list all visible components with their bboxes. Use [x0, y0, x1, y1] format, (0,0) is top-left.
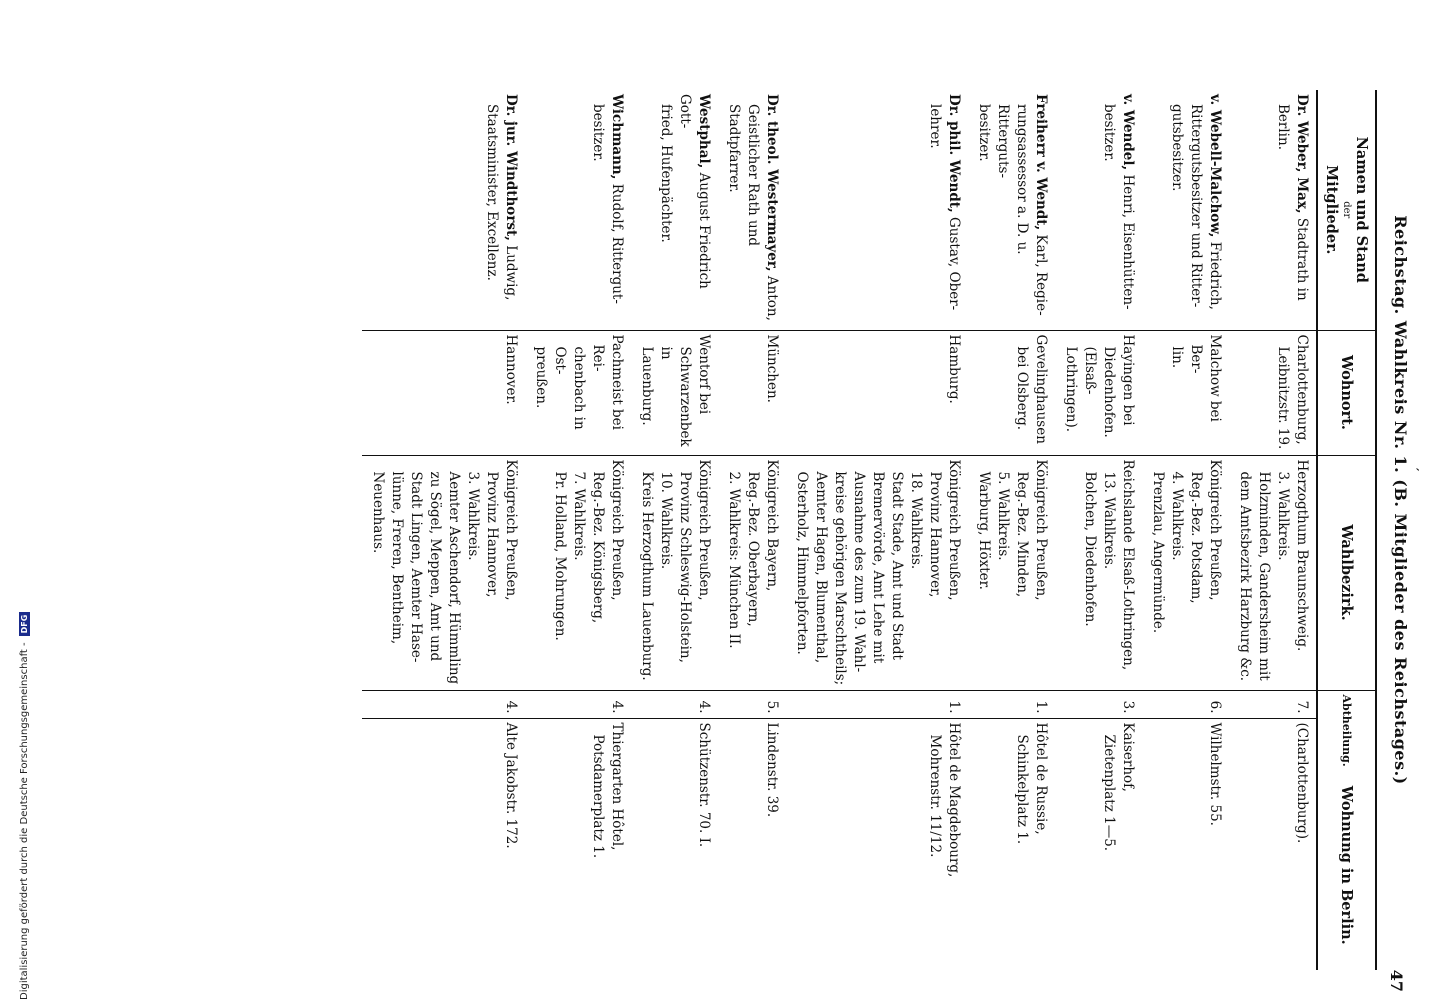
- berlin-address-line: Schinkelplatz 1.: [1014, 734, 1030, 845]
- member-surname: Dr. phil. Wendt,: [946, 94, 962, 213]
- district-line: 3. Wahlkreis.: [465, 471, 481, 561]
- district-line: 18. Wahlkreis.: [908, 471, 924, 570]
- district-line: Aemter Hagen, Blumenthal,: [813, 471, 829, 664]
- berlin-address-cell: [1229, 718, 1317, 970]
- member-occupation: besitzer.: [590, 104, 606, 162]
- member-surname: v. Webell-Malchow,: [1207, 94, 1223, 238]
- berlin-address-line: (Charlottenburg).: [1294, 722, 1310, 844]
- section-number: 4.: [362, 690, 525, 718]
- district-line: Bolchen, Diedenhofen.: [1082, 471, 1098, 627]
- district-line: dem Amtsbezirk Harzburg &c.: [1237, 471, 1253, 682]
- berlin-address-line: Thiergarten Hôtel,: [609, 722, 625, 851]
- header-name: Namen und Stand der Mitglieder.: [1317, 90, 1376, 330]
- member-name-cell: [525, 90, 631, 330]
- district-line: Reg.-Bez. Königsberg,: [590, 471, 606, 624]
- residence-cell: [525, 330, 631, 455]
- berlin-address-line: Mohrenstr. 11/12.: [927, 734, 943, 858]
- district-cell: [968, 455, 1055, 690]
- section-number: 5.: [718, 690, 786, 718]
- district-line: Bremervörde, Amt Lehe mit: [870, 471, 886, 664]
- district-line: Reg.-Bez. Minden,: [1014, 471, 1030, 598]
- member-occupation: fried, Hufenpächter.: [658, 104, 674, 243]
- table-row: [1229, 90, 1317, 970]
- member-name-cell: [1142, 90, 1229, 330]
- member-occupation: besitzer.: [976, 104, 992, 162]
- district-line: Neuenhaus.: [370, 471, 386, 554]
- member-occupation: Berlin.: [1275, 104, 1291, 150]
- district-line: zu Sögel, Meppen, Amt und: [427, 471, 443, 662]
- berlin-address-cell: [525, 718, 631, 970]
- residence-line: Leibnitzstr. 19.: [1275, 346, 1291, 450]
- district-line: Reg.-Bez. Potsdam,: [1188, 471, 1204, 604]
- district-line: Ausnahme des zum 19. Wahl-: [851, 471, 867, 673]
- member-surname: Westphal,: [696, 94, 712, 169]
- district-line: Aemter Aschendorf, Hümmling: [446, 471, 462, 685]
- district-line: Königreich Preußen,: [609, 459, 625, 601]
- district-line: Königreich Preußen,: [503, 459, 519, 601]
- member-name-cell: [1055, 90, 1142, 330]
- member-given: Stadtrath in: [1294, 213, 1310, 301]
- district-line: Königreich Preußen,: [1033, 459, 1049, 601]
- district-line: Provinz Schleswig-Holstein,: [677, 471, 693, 663]
- district-line: 5. Wahlkreis.: [995, 471, 1011, 561]
- berlin-address-line: Hôtel de Russie,: [1033, 722, 1049, 835]
- residence-cell: [362, 330, 525, 455]
- berlin-address-cell: [968, 718, 1055, 970]
- district-line: 7. Wahlkreis.: [571, 471, 587, 561]
- district-line: Königreich Preußen,: [946, 459, 962, 601]
- table-row: [718, 90, 786, 970]
- district-line: Osterholz, Himmelpforten.: [794, 471, 810, 655]
- member-given: Karl, Regie-: [1033, 230, 1049, 316]
- residence-line: Diedenhofen.: [1101, 346, 1117, 438]
- berlin-address-line: Hôtel de Magdebourg,: [946, 722, 962, 878]
- berlin-address-line: Kaiserhof,: [1120, 722, 1136, 792]
- member-occupation: Rittergutsbesitzer und Ritter-: [1188, 104, 1204, 308]
- district-line: Warburg, Höxter.: [976, 471, 992, 590]
- residence-line: Malchow bei Ber-: [1188, 334, 1223, 422]
- berlin-address-line: Potsdamerplatz 1.: [590, 734, 606, 859]
- residence-cell: [1229, 330, 1317, 455]
- district-line: Provinz Hannover,: [927, 471, 943, 598]
- berlin-address-line: Wilhelmstr. 55.: [1207, 722, 1223, 826]
- district-cell: [786, 455, 968, 690]
- member-given: Gustav, Ober-: [946, 212, 962, 311]
- district-line: Kreis Herzogthum Lauenburg.: [639, 471, 655, 681]
- district-line: Reichslande Elsaß-Lothringen,: [1120, 459, 1136, 671]
- residence-line: München.: [764, 334, 780, 403]
- table-header: [1317, 90, 1376, 970]
- berlin-address-cell: [1142, 718, 1229, 970]
- district-line: Pr. Holland, Mohrungen.: [552, 471, 568, 641]
- member-given: Rudolf, Rittergut-: [609, 179, 625, 304]
- table-row: [362, 90, 525, 970]
- member-surname: v. Wendel,: [1120, 94, 1136, 171]
- member-surname: Dr. Weber, Max,: [1294, 94, 1310, 214]
- residence-cell: [786, 330, 968, 455]
- member-name-cell: [362, 90, 525, 330]
- district-line: Prenzlau, Angermünde.: [1150, 471, 1166, 634]
- district-line: Herzogthum Braunschweig.: [1294, 459, 1310, 652]
- section-number: 4.: [525, 690, 631, 718]
- district-line: lünne, Freren, Bentheim,: [389, 471, 405, 645]
- page-number: 47: [1387, 969, 1406, 992]
- residence-line: Gevelinghausen: [1033, 334, 1049, 444]
- member-name-cell: [968, 90, 1055, 330]
- member-name-cell: [718, 90, 786, 330]
- residence-line: Hannover.: [503, 334, 519, 405]
- residence-line: Lauenburg.: [639, 346, 655, 426]
- district-line: 3. Wahlkreis.: [1275, 471, 1291, 561]
- table-row: [786, 90, 968, 970]
- table-row: [631, 90, 718, 970]
- member-table: [362, 90, 1377, 970]
- residence-line: Charlottenburg,: [1294, 334, 1310, 445]
- district-line: Königreich Preußen,: [696, 459, 712, 601]
- residence-line: preußen.: [533, 346, 549, 409]
- residence-line: Hayingen bei: [1120, 334, 1136, 426]
- district-line: Königreich Preußen,: [1207, 459, 1223, 601]
- berlin-address-cell: [786, 718, 968, 970]
- district-line: Provinz Hannover,: [484, 471, 500, 598]
- residence-cell: [1142, 330, 1229, 455]
- header-wahlbezirk: Wahlbezirk.: [1317, 455, 1376, 690]
- residence-cell: [1055, 330, 1142, 455]
- table-body: [362, 90, 1317, 970]
- section-number: 6.: [1142, 690, 1229, 718]
- member-given: Henri, Eisenhütten-: [1120, 170, 1136, 310]
- residence-line: Pachmeist bei Rei-: [590, 334, 625, 430]
- member-given: August Friedrich Gott-: [677, 94, 712, 289]
- district-line: 10. Wahlkreis.: [658, 471, 674, 570]
- district-cell: [718, 455, 786, 690]
- member-occupation: lehrer.: [927, 104, 943, 149]
- member-name-cell: [631, 90, 718, 330]
- berlin-address-cell: [1055, 718, 1142, 970]
- table-row: [968, 90, 1055, 970]
- member-name-cell: [1229, 90, 1317, 330]
- residence-line: Wentorf bei: [696, 334, 712, 415]
- district-line: Königreich Bayern,: [764, 459, 780, 592]
- residence-cell: [718, 330, 786, 455]
- header-abtheilung: Abtheilung.: [1340, 694, 1353, 767]
- district-line: Reg.-Bez. Oberbayern,: [745, 471, 761, 627]
- berlin-address-line: Schützenstr. 70. I.: [696, 722, 712, 848]
- member-given: Friedrich,: [1207, 237, 1223, 310]
- residence-line: lin.: [1169, 346, 1185, 369]
- berlin-address-cell: [362, 718, 525, 970]
- digitization-note-text: Digitalisierung gefördert durch die Deutsche Forschungsgemeinschaft -: [18, 642, 30, 1000]
- member-occupation: Staatsminister, Excellenz.: [484, 104, 500, 281]
- berlin-address-cell: [718, 718, 786, 970]
- residence-cell: [968, 330, 1055, 455]
- district-cell: [1055, 455, 1142, 690]
- member-occupation: Geistlicher Rath und Stadtpfarrer.: [726, 104, 761, 247]
- table-row: [1142, 90, 1229, 970]
- table-row: [525, 90, 631, 970]
- residence-line: (Elsaß-Lothringen).: [1063, 346, 1098, 433]
- district-cell: [525, 455, 631, 690]
- district-cell: [362, 455, 525, 690]
- residence-line: bei Olsberg.: [1014, 346, 1030, 431]
- district-line: 13. Wahlkreis.: [1101, 471, 1117, 570]
- table-row: [1055, 90, 1142, 970]
- member-given: Ludwig,: [503, 240, 519, 301]
- member-surname: Dr. theol. Westermayer,: [764, 94, 780, 272]
- district-cell: [631, 455, 718, 690]
- berlin-address-line: Zietenplatz 1—5.: [1101, 734, 1117, 852]
- member-given: Anton,: [764, 271, 780, 321]
- member-occupation: gutsbesitzer.: [1169, 104, 1185, 192]
- member-name-cell: [786, 90, 968, 330]
- section-number: 4.: [631, 690, 718, 718]
- section-number: 3.: [1055, 690, 1142, 718]
- member-surname: Freiherr v. Wendt,: [1033, 94, 1049, 231]
- section-number: 1.: [786, 690, 968, 718]
- page-title: ´ Reichstag. Wahlkreis Nr. 1. (B. Mitglieder des Reichstages.): [1391, 215, 1420, 785]
- residence-line: Hamburg.: [946, 334, 962, 404]
- residence-line: Schwarzenbek in: [658, 346, 693, 447]
- member-surname: Dr. jur. Windthorst,: [503, 94, 519, 241]
- section-number: 1.: [968, 690, 1055, 718]
- dfg-logo-icon: DFG: [19, 612, 30, 637]
- berlin-address-cell: [631, 718, 718, 970]
- berlin-address-line: Lindenstr. 39.: [764, 722, 780, 818]
- residence-line: chenbach in Ost-: [552, 346, 587, 430]
- residence-cell: [631, 330, 718, 455]
- district-cell: [1142, 455, 1229, 690]
- header-wohnort: Wohnort.: [1317, 330, 1376, 455]
- header-wohnung: Abtheilung. Wohnung in Berlin.: [1317, 690, 1376, 970]
- district-line: 2. Wahlkreis: München II.: [726, 471, 742, 649]
- member-surname: Wichmann,: [609, 94, 625, 180]
- district-line: 4. Wahlkreis.: [1169, 471, 1185, 561]
- district-line: Stadt Lingen, Aemter Hase-: [408, 471, 424, 663]
- district-line: Stadt Stade, Amt und Stadt: [889, 471, 905, 660]
- section-number: 7.: [1229, 690, 1317, 718]
- district-line: kreise gehörigen Marschtheils;: [832, 471, 848, 686]
- member-occupation: rungsassessor a. D. u. Ritterguts-: [995, 104, 1030, 255]
- district-line: Holzminden, Gandersheim mit: [1256, 471, 1272, 681]
- member-occupation: besitzer.: [1101, 104, 1117, 162]
- berlin-address-line: Alte Jakobstr. 172.: [503, 722, 519, 849]
- district-cell: [1229, 455, 1317, 690]
